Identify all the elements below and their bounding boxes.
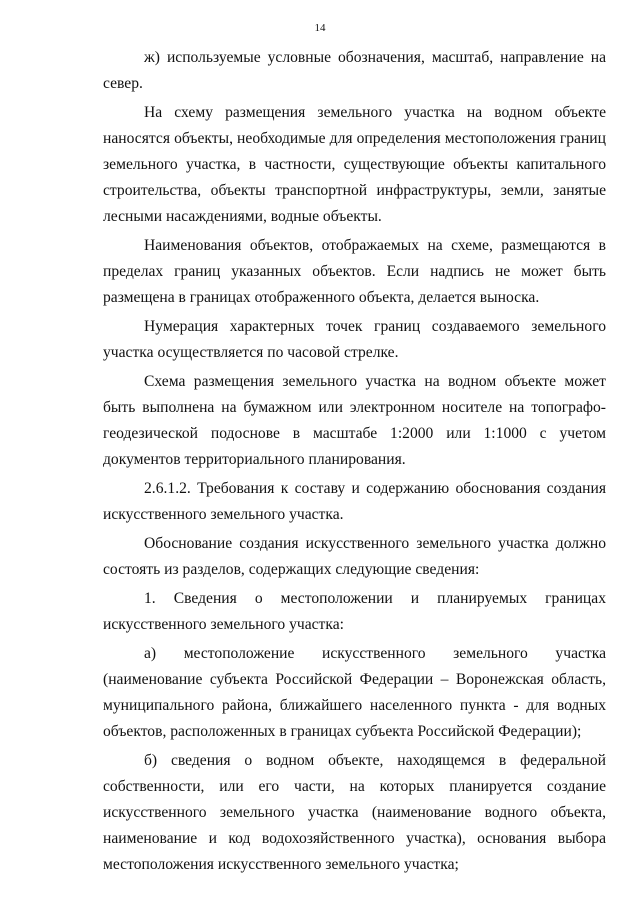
paragraph-object-names: Наименования объектов, отображаемых на схеме, размещаются в пределах границ указанных объектов. Если надпись не может быть размещена в границах отображенного объекта, делается выноска. [103, 237, 606, 306]
paragraph-scheme-format: Схема размещения земельного участка на водном объекте может быть выполнена на бумажном или электронном носителе на топографо-геодезической подоснове в масштабе 1:2000 или 1:1000 с учетом документов территориального планирования. [103, 373, 606, 468]
paragraph-legend: ж) используемые условные обозначения, масштаб, направление на север. [103, 49, 606, 92]
paragraph-item-a: а) местоположение искусственного земельного участка (наименование субъекта Российской Федерации – Воронежская область, муниципального района, ближайшего населенного пункта - для водных объектов, расположенных в границах субъекта Российской Федерации); [103, 645, 606, 740]
paragraph-section-heading: 2.6.1.2. Требования к составу и содержанию обоснования создания искусственного земельного участка. [103, 480, 606, 523]
document-body [103, 45, 606, 878]
paragraph-objects-on-scheme: На схему размещения земельного участка на водном объекте наносятся объекты, необходимые для определения местоположения границ земельного участка, в частности, существующие объекты капитального строительства, объекты транспортной инфраструктуры, земли, занятые лесными насаждениями, водные объекты. [103, 104, 606, 225]
paragraph-item-b: б) сведения о водном объекте, находящемся в федеральной собственности, или его части, на которых планируется создание искусственного земельного участка (наименование водного объекта, наименование и код водохозяйственного участка), основания выбора местоположения искусственного земельного участка; [103, 752, 606, 873]
paragraph-justification-intro: Обоснование создания искусственного земельного участка должно состоять из разделов, содержащих следующие сведения: [103, 535, 606, 578]
paragraph-item-1: 1. Сведения о местоположении и планируемых границах искусственного земельного участка: [103, 590, 606, 633]
paragraph-point-numbering: Нумерация характерных точек границ создаваемого земельного участка осуществляется по часовой стрелке. [103, 318, 606, 361]
page-number: 14 [314, 22, 326, 34]
